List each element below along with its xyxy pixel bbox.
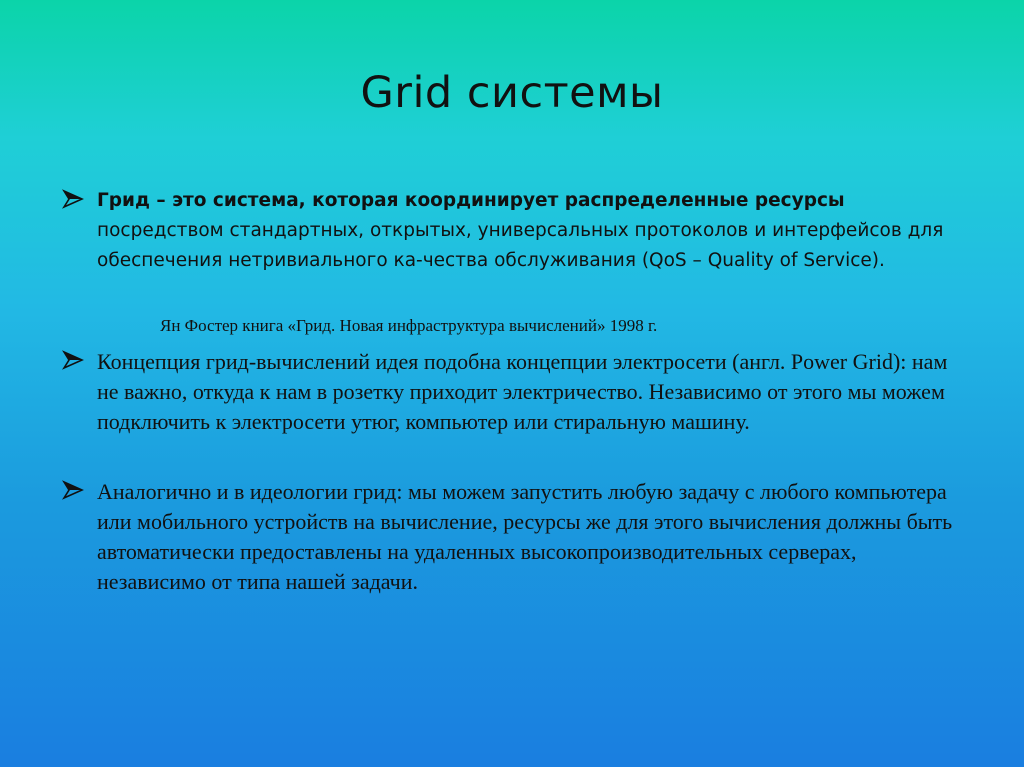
arrowhead-bullet-icon: [62, 349, 84, 371]
slide-title: Grid системы: [360, 68, 664, 118]
bullet-1-text: [97, 186, 962, 276]
arrowhead-bullet-icon: [62, 188, 84, 210]
arrowhead-bullet-icon: [62, 479, 84, 501]
bullet-2: [62, 347, 962, 437]
citation: Ян Фостер книга «Грид. Новая инфраструктура вычислений» 1998 г.: [160, 316, 658, 335]
bullet-1-body-text: посредством стандартных, открытых, универсальных протоколов и интерфейсов для обеспечения нетривиального ка-чества обслуживания (QoS – Quality of Service).: [97, 220, 944, 271]
bullet-2-text: Концепция грид-вычислений идея подобна концепции электросети (англ. Power Grid): нам не важно, откуда к нам в розетку приходит электричество. Независимо от этого мы можем подключить к электросети утюг, компьютер или стиральную машину.: [97, 349, 948, 434]
bullet-3-text: Аналогично и в идеологии грид: мы можем запустить любую задачу с любого компьютера или мобильного устройств на вычисление, ресурсы же для этого вычисления должны быть автоматически предоставлены на удаленных высокопроизводительных серверах, независимо от типа нашей задачи.: [97, 479, 953, 594]
bullet-3: [62, 477, 962, 597]
bullet-1: [62, 186, 962, 276]
bullet-1-bold-text: Грид – это система, которая координирует распределенные ресурсы: [97, 190, 845, 211]
